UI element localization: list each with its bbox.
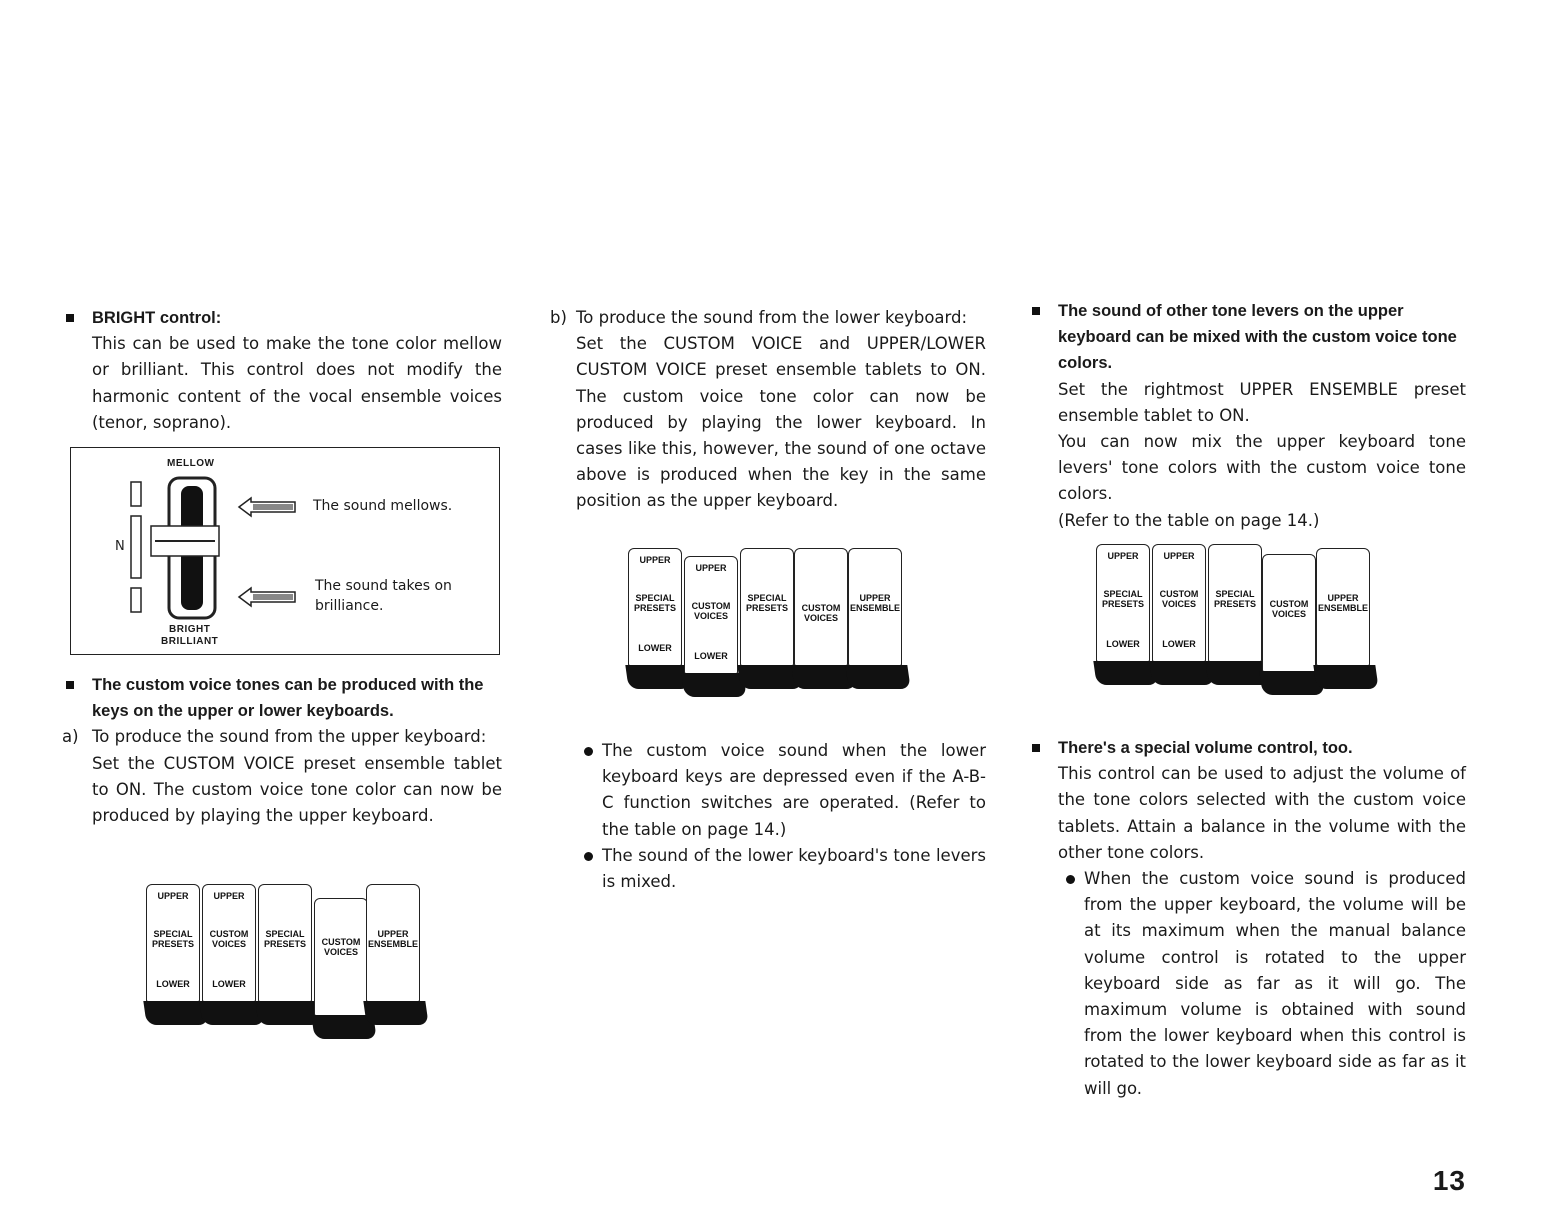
arrow-left-icon [237, 586, 297, 608]
upper-ensemble-tablet[interactable]: UPPER ENSEMBLE [366, 884, 420, 1002]
upper-ensemble-tablet[interactable]: UPPER ENSEMBLE [848, 548, 902, 666]
n-label: N [115, 539, 125, 554]
b-title: To produce the sound from the lower keyboard: [576, 308, 968, 327]
mix-body-2: You can now mix the upper keyboard tone levers' tone colors with the custom voice tone colors. [1058, 432, 1466, 504]
b-body: Set the CUSTOM VOICE and UPPER/LOWER CUSTOM VOICE preset ensemble tablets to ON. The custom voice tone color can now be produced by playing the lower keyboard. In cases like this, however, the sound of one octave above is produced when the key in the same position as the upper keyboard. [576, 334, 986, 511]
note-2: The sound of the lower keyboard's tone levers is mixed. [602, 845, 986, 892]
special-presets-tablet[interactable]: SPECIAL PRESETS [1208, 544, 1262, 662]
special-presets-tablet[interactable]: UPPER SPECIAL PRESETS LOWER [628, 548, 682, 666]
custom-voices-tablet[interactable]: CUSTOM VOICES [794, 548, 848, 666]
special-presets-tablet[interactable]: UPPER SPECIAL PRESETS LOWER [146, 884, 200, 1002]
left-column [66, 305, 502, 436]
bullet-icon [1032, 307, 1040, 315]
b-mark: b) [550, 308, 567, 327]
a-mark: a) [62, 727, 79, 747]
vol-heading: There's a special volume control, too. [1058, 739, 1353, 757]
custom-voices-tablet[interactable]: UPPER CUSTOM VOICES LOWER [1152, 544, 1206, 662]
brilliant-label: BRILLIANT [161, 636, 219, 647]
volume-section [1032, 735, 1466, 1102]
middle-column [550, 305, 986, 515]
special-presets-tablet[interactable]: UPPER SPECIAL PRESETS LOWER [1096, 544, 1150, 662]
special-presets-tablet[interactable]: SPECIAL PRESETS [740, 548, 794, 666]
mix-body-3: (Refer to the table on page 14.) [1058, 510, 1320, 530]
bright-heading: BRIGHT control: [92, 309, 222, 327]
a-title: To produce the sound from the upper keyboard: [92, 727, 487, 747]
bright-body: This can be used to make the tone color mellow or brilliant. This control does not modify the harmonic content of the vocal ensemble voices (tenor, soprano). [92, 334, 502, 432]
brilliance-text-2: brilliance. [315, 598, 384, 614]
vol-body: This control can be used to adjust the volume of the tone colors selected with the custom voice tablets. Attain a balance in the volume with the other tone colors. [1058, 764, 1466, 862]
custom-heading: The custom voice tones can be produced with the keys on the upper or lower keyboards. [92, 676, 484, 721]
custom-section [62, 672, 502, 829]
vol-note: When the custom voice sound is produced from the upper keyboard, the volume will be at its maximum when the manual balance volume control is rotated to the upper keyboard side as far as it will go. The maximum volume is obtained with sound from the lower keyboard when this control is rotated to the lower keyboard side as far as it will go. [1084, 869, 1466, 1098]
bullet-icon [66, 681, 74, 689]
mix-body-1: Set the rightmost UPPER ENSEMBLE preset ensemble tablet to ON. [1058, 379, 1466, 425]
mellow-label: MELLOW [167, 458, 215, 469]
bullet-icon [1032, 744, 1040, 752]
mix-heading: The sound of other tone levers on the upper keyboard can be mixed with the custom voice tone colors. [1058, 302, 1457, 373]
brilliance-text-1: The sound takes on [315, 578, 452, 594]
bright-label: BRIGHT [169, 624, 211, 635]
custom-voices-tablet[interactable]: UPPER CUSTOM VOICES LOWER [202, 884, 256, 1002]
bright-slider-figure [70, 447, 500, 655]
bright-section [66, 305, 502, 436]
arrow-left-icon [237, 496, 297, 518]
a-body: Set the CUSTOM VOICE preset ensemble tablet to ON. The custom voice tone color can now be produced by playing the upper keyboard. [92, 753, 502, 826]
upper-ensemble-tablet[interactable]: UPPER ENSEMBLE [1316, 548, 1370, 666]
special-presets-tablet[interactable]: SPECIAL PRESETS [258, 884, 312, 1002]
custom-voices-tablet[interactable]: CUSTOM VOICES [314, 898, 368, 1016]
custom-voices-tablet[interactable]: CUSTOM VOICES [1262, 554, 1316, 672]
bullet-icon [66, 314, 74, 322]
custom-voices-tablet[interactable]: UPPER CUSTOM VOICES LOWER [684, 556, 738, 674]
mellows-text: The sound mellows. [313, 498, 453, 514]
note-1: The custom voice sound when the lower keyboard keys are depressed even if the A-B-C function switches are operated. (Refer to the table on page 14.) [602, 741, 986, 839]
right-column [1032, 298, 1466, 534]
middle-notes [550, 738, 986, 895]
page-number: 13 [1432, 1165, 1466, 1196]
